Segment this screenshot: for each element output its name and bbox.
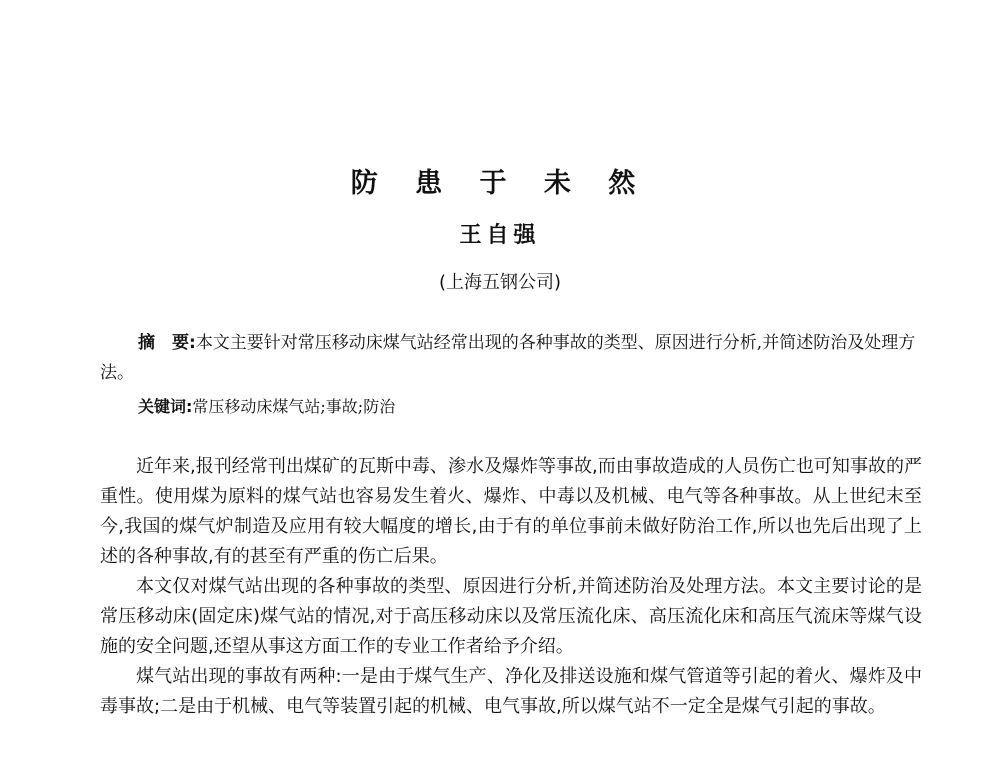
keywords-text: 常压移动床煤气站;事故;防治	[192, 397, 396, 416]
abstract-text: 本文主要针对常压移动床煤气站经常出现的各种事故的类型、原因进行分析,并简述防治及处理方法。	[100, 333, 916, 383]
body-paragraph: 本文仅对煤气站出现的各种事故的类型、原因进行分析,并简述防治及处理方法。本文主要讨论的是常压移动床(固定床)煤气站的情况,对于高压移动床以及常压流化床、高压流化床和高压气流床等煤气设施的安全问题,还望从事这方面工作的专业工作者给予介绍。	[100, 576, 922, 657]
body-paragraph: 煤气站出现的事故有两种:一是由于煤气生产、净化及排送设施和煤气管道等引起的着火、爆炸及中毒事故;二是由于机械、电气等装置引起的机械、电气事故,所以煤气站不一定全是煤气引起的事故。	[100, 666, 922, 717]
keywords-block	[100, 392, 920, 422]
paper-author: 王自强	[459, 222, 541, 248]
body-paragraph: 近年来,报刊经常刊出煤矿的瓦斯中毒、渗水及爆炸等事故,而由事故造成的人员伤亡也可知事故的严重性。使用煤为原料的煤气站也容易发生着火、爆炸、中毒以及机械、电气等各种事故。从上世纪末至今,我国的煤气炉制造及应用有较大幅度的增长,由于有的单位事前未做好防治工作,所以也先后出现了上述的各种事故,有的甚至有严重的伤亡后果。	[100, 456, 922, 567]
body-text	[100, 452, 922, 722]
keywords-label: 关键词:	[138, 397, 193, 416]
abstract-block	[100, 328, 920, 388]
abstract-label: 摘 要:	[138, 333, 196, 353]
paper-affiliation: (上海五钢公司)	[438, 272, 562, 293]
paper-title: 防 患 于 未 然	[350, 168, 650, 199]
